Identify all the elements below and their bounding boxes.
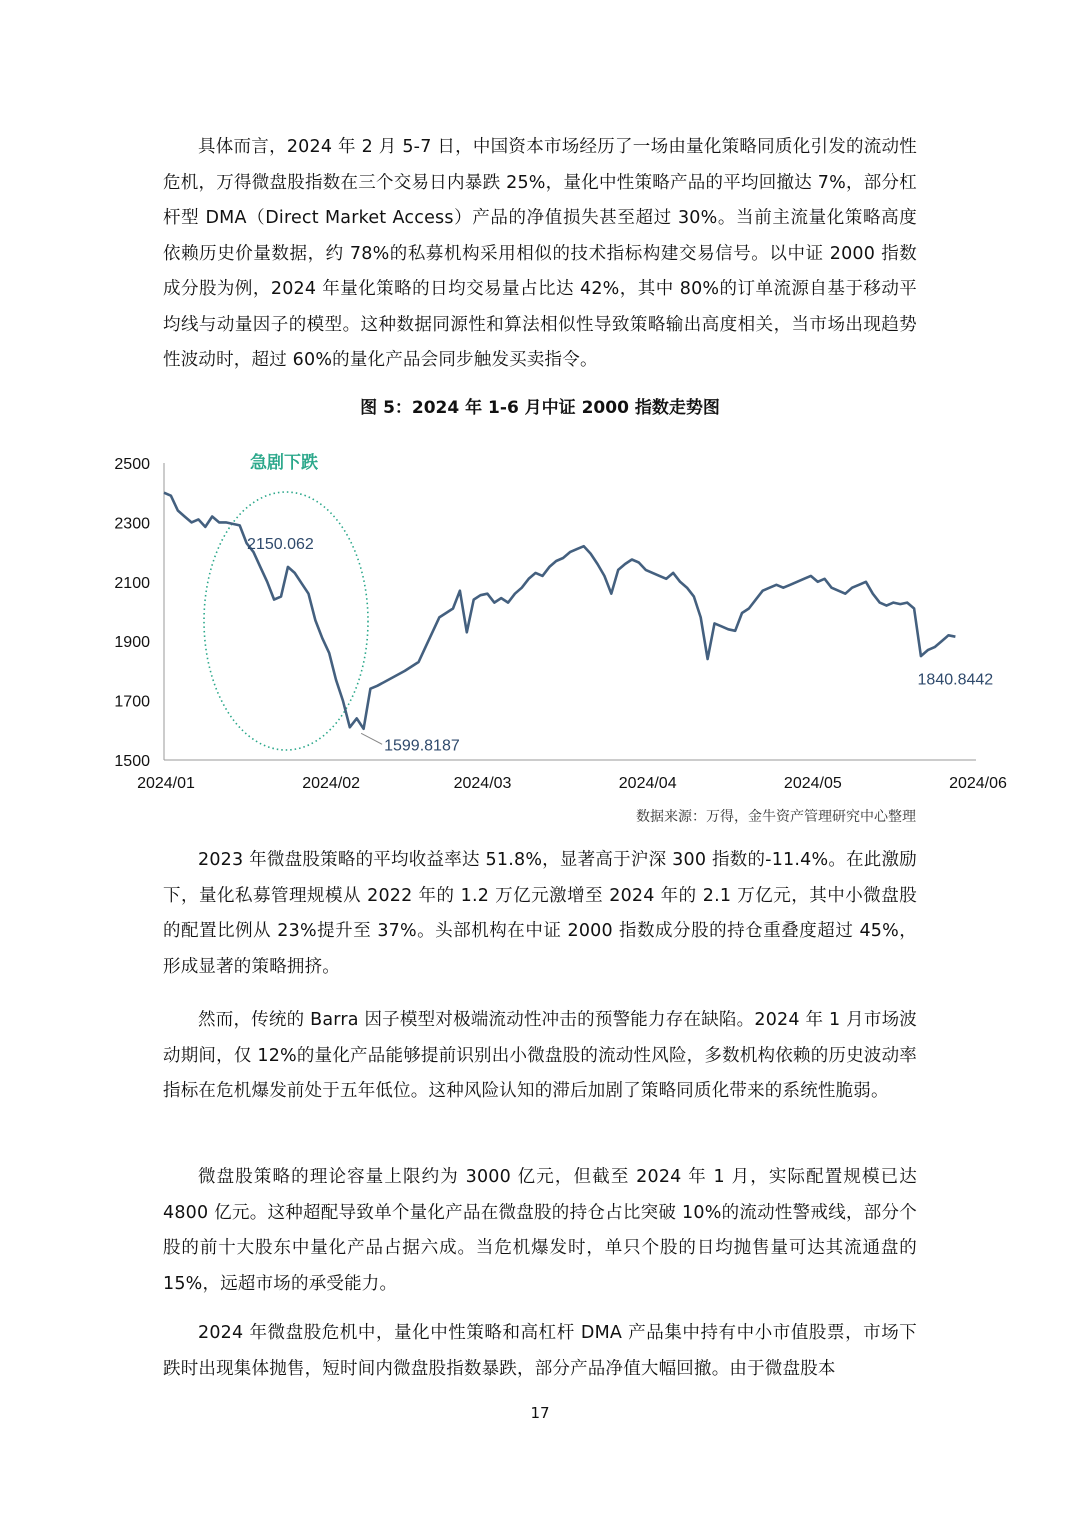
x-tick-label: 2024/03	[453, 775, 512, 792]
data-label: 1599.8187	[384, 737, 460, 755]
y-tick-label: 1900	[114, 634, 150, 652]
data-label-leader	[361, 733, 382, 744]
x-tick-label: 2024/02	[302, 775, 361, 792]
x-tick-label: 2024/04	[618, 775, 677, 792]
data-label: 1840.8442	[917, 671, 994, 689]
x-tick-label: 2024/05	[783, 775, 842, 792]
y-tick-label: 1500	[114, 753, 150, 770]
figure-title: 图 5：2024 年 1-6 月中证 2000 指数走势图	[360, 398, 720, 418]
decline-highlight-ellipse	[204, 492, 368, 750]
y-tick-label: 2500	[114, 456, 150, 473]
y-tick-label: 1700	[114, 693, 150, 711]
series-line	[164, 493, 955, 729]
x-tick-label: 2024/01	[137, 775, 195, 792]
y-axis	[114, 456, 164, 770]
paragraph-1: 具体而言，2024 年 2 月 5-7 日，中国资本市场经历了一场由量化策略同质化引发的流动性危机，万得微盘股指数在三个交易日内暴跌 25%，量化中性策略产品的平均回撤达 7%，部分杠杆型 DMA（Direct Market Access）产品的净值损失甚至超过 30%。当前主流量化策略高度依赖历史价量数据，约 78%的私募机构采用相似的技术指标构建交易信号。以中证 2000 指数成分股为例，2024 年量化策略的日均交易量占比达 42%，其中 80%的订单流源自基于移动平均线与动量因子的模型。这种数据同源性和算法相似性导致策略输出高度相关，当市场出现趋势性波动时，超过 60%的量化产品会同步触发买卖指令。	[163, 137, 917, 370]
y-tick-label: 2100	[114, 574, 150, 592]
paragraph-2: 2023 年微盘股策略的平均收益率达 51.8%，显著高于沪深 300 指数的-11.4%。在此激励下，量化私募管理规模从 2022 年的 1.2 万亿元激增至 2024 年的 2.1 万亿元，其中小微盘股的配置比例从 23%提升至 37%。头部机构在中证 2000 指数成分股的持仓重叠度超过 45%，形成显著的策略拥挤。	[163, 850, 917, 977]
annotation-sharp-decline: 急剧下跌	[250, 453, 318, 473]
page-number: 17	[530, 1404, 550, 1422]
x-axis	[137, 760, 1007, 792]
paragraph-4: 微盘股策略的理论容量上限约为 3000 亿元，但截至 2024 年 1 月，实际配置规模已达 4800 亿元。这种超配导致单个量化产品在微盘股的持仓占比突破 10%的流动性警戒线，部分个股的前十大股东中量化产品占据六成。当危机爆发时，单只个股的日均抛售量可达其流通盘的 15%，远超市场的承受能力。	[163, 1167, 917, 1294]
paragraph-5: 2024 年微盘股危机中，量化中性策略和高杠杆 DMA 产品集中持有中小市值股票，市场下跌时出现集体抛售，短时间内微盘股指数暴跌，部分产品净值大幅回撤。由于微盘股本	[163, 1323, 917, 1379]
x-tick-label: 2024/06	[949, 775, 1007, 792]
y-tick-label: 2300	[114, 515, 150, 533]
data-label: 2150.062	[247, 535, 314, 553]
paragraph-3: 然而，传统的 Barra 因子模型对极端流动性冲击的预警能力存在缺陷。2024 年 1 月市场波动期间，仅 12%的量化产品能够提前识别出小微盘股的流动性风险，多数机构依赖的历史波动率指标在危机爆发前处于五年低位。这种风险认知的滞后加剧了策略同质化带来的系统性脆弱。	[163, 1010, 917, 1101]
index-line-chart	[90, 440, 1010, 800]
figure-source: 数据来源：万得，金牛资产管理研究中心整理	[636, 809, 916, 825]
